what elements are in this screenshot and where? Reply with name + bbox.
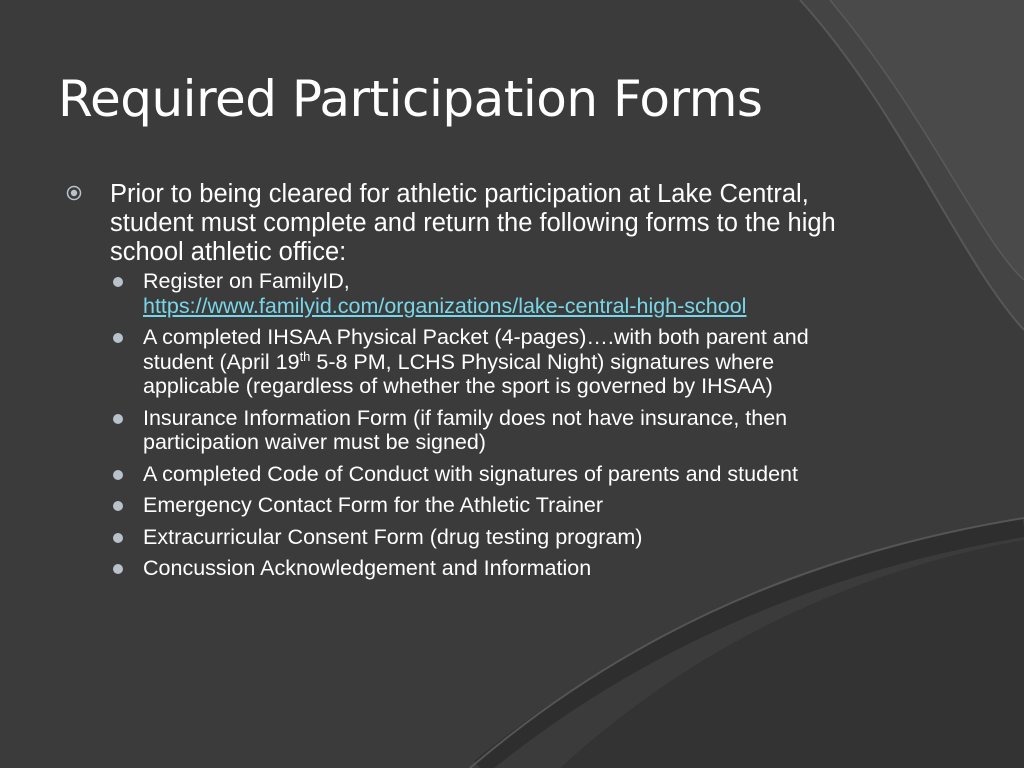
bullet-dot-icon	[113, 470, 123, 480]
superscript-th: th	[299, 348, 311, 364]
circle-dot-bullet-icon	[66, 185, 82, 201]
bullet-dot-icon	[113, 533, 123, 543]
list-item-concussion	[66, 556, 866, 581]
bullet-dot-icon	[113, 564, 123, 574]
list-item-text-continued: 5-8 PM, LCHS Physical Night) signatures where applicable (regardless of whether the sport is governed by IHSAA)	[143, 349, 775, 398]
slide-title: Required Participation Forms	[58, 70, 763, 128]
list-item-text: Concussion Acknowledgement and Information	[143, 556, 592, 580]
bullet-dot-icon	[113, 333, 123, 343]
list-item-extracurricular-consent	[66, 525, 866, 550]
familyid-link[interactable]: https://www.familyid.com/organizations/lake-central-high-school	[143, 293, 747, 318]
list-item-familyid	[66, 269, 866, 318]
list-item-physical-packet	[66, 325, 866, 399]
list-item-insurance	[66, 406, 866, 455]
list-item-emergency-contact	[66, 493, 866, 518]
intro-bullet	[66, 180, 866, 581]
bullet-dot-icon	[113, 277, 123, 287]
intro-text: Prior to being cleared for athletic participation at Lake Central, student must complete and return the following forms to the high school athletic office:	[110, 180, 836, 266]
forms-list	[66, 269, 866, 581]
bullet-dot-icon	[113, 501, 123, 511]
list-item-text: Emergency Contact Form for the Athletic Trainer	[143, 493, 604, 517]
list-item-text: A completed IHSAA Physical Packet (4-pages)….with both parent and student (April 19	[143, 325, 809, 374]
list-item-text: A completed Code of Conduct with signatures of parents and student	[143, 461, 798, 486]
list-item-text: Extracurricular Consent Form (drug testing program)	[143, 524, 643, 549]
list-item-code-of-conduct	[66, 462, 866, 487]
bullet-dot-icon	[113, 414, 123, 424]
list-item-text: Register on FamilyID,	[143, 269, 350, 293]
list-item-text: Insurance Information Form (if family does not have insurance, then participation waiver must be signed)	[143, 405, 788, 454]
slide-content	[66, 180, 866, 588]
